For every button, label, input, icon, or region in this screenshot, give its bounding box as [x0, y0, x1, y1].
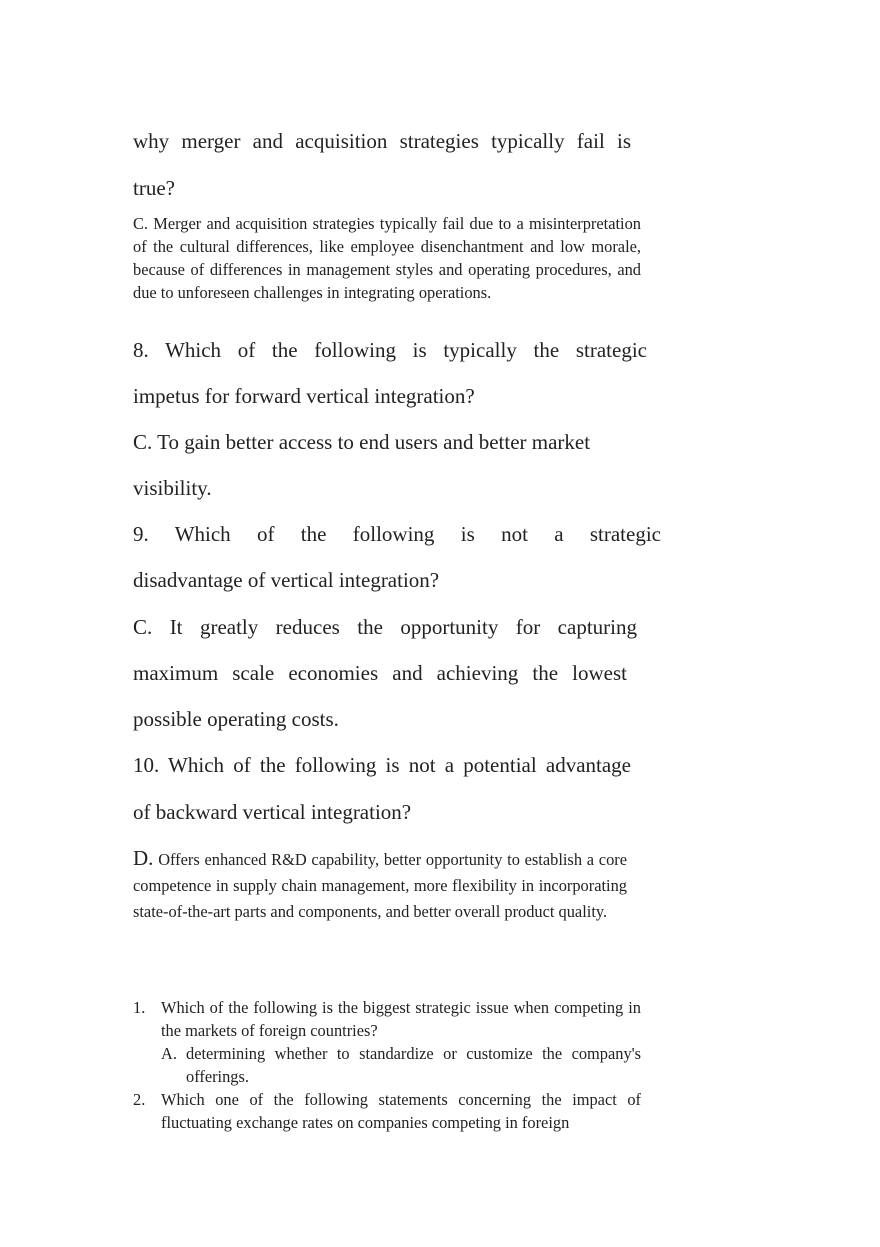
q10-answer [133, 845, 627, 925]
question-list [133, 996, 641, 1134]
q9-line-1: 9. Which of the following is not a strategic [133, 522, 661, 546]
q8-line-2: impetus for forward vertical integration? [133, 384, 475, 408]
q9-answer-line-2: maximum scale economies and achieving the lowest [133, 661, 627, 685]
q10-answer-text: Offers enhanced R&D capability, better opportunity to establish a core competence in supply chain management, more flexibility in incorporating state-of-the-art parts and components, and better overall product quality. [133, 850, 627, 921]
list-item-question: Which one of the following statements concerning the impact of fluctuating exchange rates on companies competing in foreign [161, 1090, 641, 1132]
q7-answer: C. Merger and acquisition strategies typically fail due to a misinterpretation of the cultural differences, like employee disenchantment and low morale, because of differences in management styles and operating procedures, and due to unforeseen challenges in integrating operations. [133, 214, 641, 302]
q8-line-1: 8. Which of the following is typically the strategic [133, 338, 647, 362]
q9-answer-line-3: possible operating costs. [133, 707, 339, 731]
q8-answer-line-2: visibility. [133, 476, 212, 500]
q8-answer-line-1: C. To gain better access to end users and better market [133, 430, 591, 454]
list-item-number: 1. [133, 998, 146, 1017]
list-item-answer-text: determining whether to standardize or customize the company's offerings. [186, 1044, 641, 1086]
q7-line-2: true? [133, 176, 175, 200]
list-item [133, 996, 641, 1088]
q7-line-1: why merger and acquisition strategies typically fail is [133, 129, 631, 153]
q10-line-1: 10. Which of the following is not a potential advantage [133, 753, 631, 777]
list-item [133, 1088, 641, 1134]
q10-line-2: of backward vertical integration? [133, 800, 412, 824]
list-item-number: 2. [133, 1090, 146, 1109]
q9-answer-line-1: C. It greatly reduces the opportunity for capturing [133, 615, 637, 639]
list-item-answer [161, 1042, 641, 1088]
list-item-answer-letter: A. [161, 1044, 177, 1063]
q9-line-2: disadvantage of vertical integration? [133, 568, 440, 592]
list-item-question: Which of the following is the biggest strategic issue when competing in the markets of foreign countries? [161, 998, 641, 1040]
q10-answer-letter: D. [133, 846, 154, 870]
